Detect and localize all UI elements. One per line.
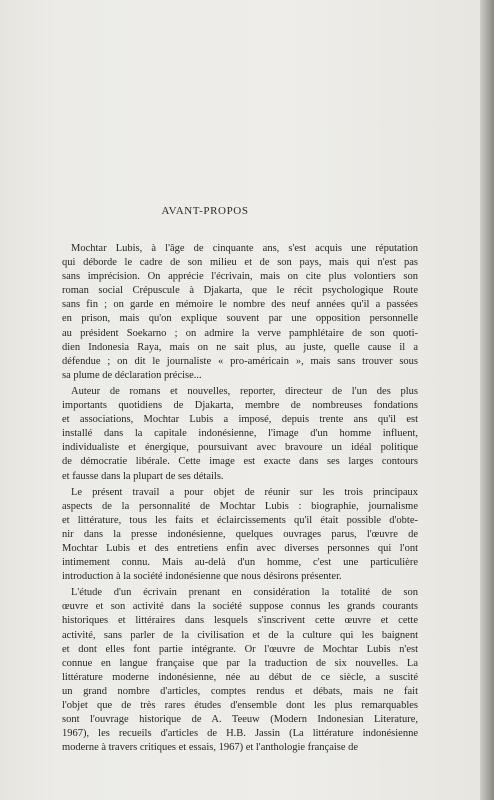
body-text xyxy=(62,242,418,755)
text-line: importants quotidiens de Djakarta, membre de nombreuses fondations xyxy=(62,400,418,412)
text-line: au président Soekarno ; on admire la verve pamphlétaire de son quoti- xyxy=(62,327,418,339)
text-line: Le présent travail a pour objet de réunir sur les trois principaux xyxy=(71,486,418,498)
text-line: moderne à travers critiques et essais, 1967) et l'anthologie française de xyxy=(62,742,359,754)
text-line: et fausse dans la plupart de ses détails. xyxy=(62,470,224,482)
text-line: aspects de la personnalité de Mochtar Lubis : biographie, journalisme xyxy=(62,500,418,512)
text-line: et associations, Mochtar Lubis a imposé, depuis trente ans qu'il est xyxy=(62,414,418,426)
text-line: installé dans la capitale indonésienne, l'image d'un homme influent, xyxy=(62,428,418,440)
text-line: et dont elles font partie intégrante. Or l'œuvre de Mochtar Lubis n'est xyxy=(62,643,418,655)
text-line: sa plume de déclaration précise... xyxy=(62,369,202,381)
text-line: sans fin ; on garde en mémoire le nombre des neuf années qu'il a passées xyxy=(62,299,418,311)
text-line: œuvre et son activité dans la société suppose connus les grands courants xyxy=(62,601,418,613)
text-line: Auteur de romans et nouvelles, reporter, directeur de l'un des plus xyxy=(71,385,418,397)
page-heading: AVANT-PROPOS xyxy=(161,205,249,217)
text-line: et littérature, tous les faits et éclaircissements qu'il était possible d'obte- xyxy=(62,514,418,526)
text-line: Mochtar Lubis, à l'âge de cinquante ans, s'est acquis une réputation xyxy=(71,243,418,254)
text-line: un grand nombre d'articles, comptes rendus et débats, mais ne fait xyxy=(62,685,418,697)
text-line: sans imprécision. On apprécie l'écrivain, mais on cite plus volontiers son xyxy=(62,271,418,283)
text-line: qui déborde le cadre de son milieu et de son pays, mais qui n'est pas xyxy=(62,257,418,269)
page-edge xyxy=(480,0,494,800)
text-line: individualiste et énergique, poursuivant avec bravoure un idéal politique xyxy=(62,442,418,454)
text-line: de démocratie libérale. Cette image est exacte dans ses larges contours xyxy=(62,456,418,468)
text-line: l'objet que de très rares études d'ensemble dont les plus remarquables xyxy=(62,700,418,711)
text-line: défendue ; on dit le journaliste « pro-américain », mais sans trouver sous xyxy=(62,355,418,367)
paragraph xyxy=(62,586,418,755)
text-line: 1967), les recueils d'articles de H.B. Jassin (La littérature indonésienne xyxy=(62,728,418,740)
paragraph xyxy=(62,486,418,585)
text-line: connue en langue française que par la traduction de six nouvelles. La xyxy=(62,657,418,669)
text-line: introduction à la société indonésienne que nous désirons présenter. xyxy=(62,571,342,583)
text-line: en prison, mais qu'on explique souvent par une opposition personnelle xyxy=(62,313,418,325)
text-line: historiques et littéraires dans lesquels s'inscrivent cette œuvre et cette xyxy=(62,615,418,627)
paragraph xyxy=(62,385,418,484)
text-line: nir dans la presse indonésienne, quelques ouvrages parus, l'œuvre de xyxy=(62,528,418,540)
text-line: activité, sans parler de la civilisation et de la culture qui les baignent xyxy=(62,629,418,641)
text-line: littérature moderne indonésienne, née au début de ce siècle, a suscité xyxy=(62,671,418,683)
text-line: roman social Crépuscule à Djakarta, que le récit psychologique Route xyxy=(62,285,418,297)
text-line: intimement connu. Mais au-delà d'un homme, c'est une particulière xyxy=(62,557,418,569)
text-line: sont l'ouvrage historique de A. Teeuw (Modern Indonesian Literature, xyxy=(62,714,418,726)
paragraph xyxy=(62,242,418,383)
text-line: Mochtar Lubis et des entretiens enfin avec diverses personnes qui l'ont xyxy=(62,542,418,554)
text-line: L'étude d'un écrivain prenant en considération la totalité de son xyxy=(71,587,418,599)
text-line: dien Indonesia Raya, mais on ne sait plus, au juste, quelle cause il a xyxy=(62,341,418,353)
